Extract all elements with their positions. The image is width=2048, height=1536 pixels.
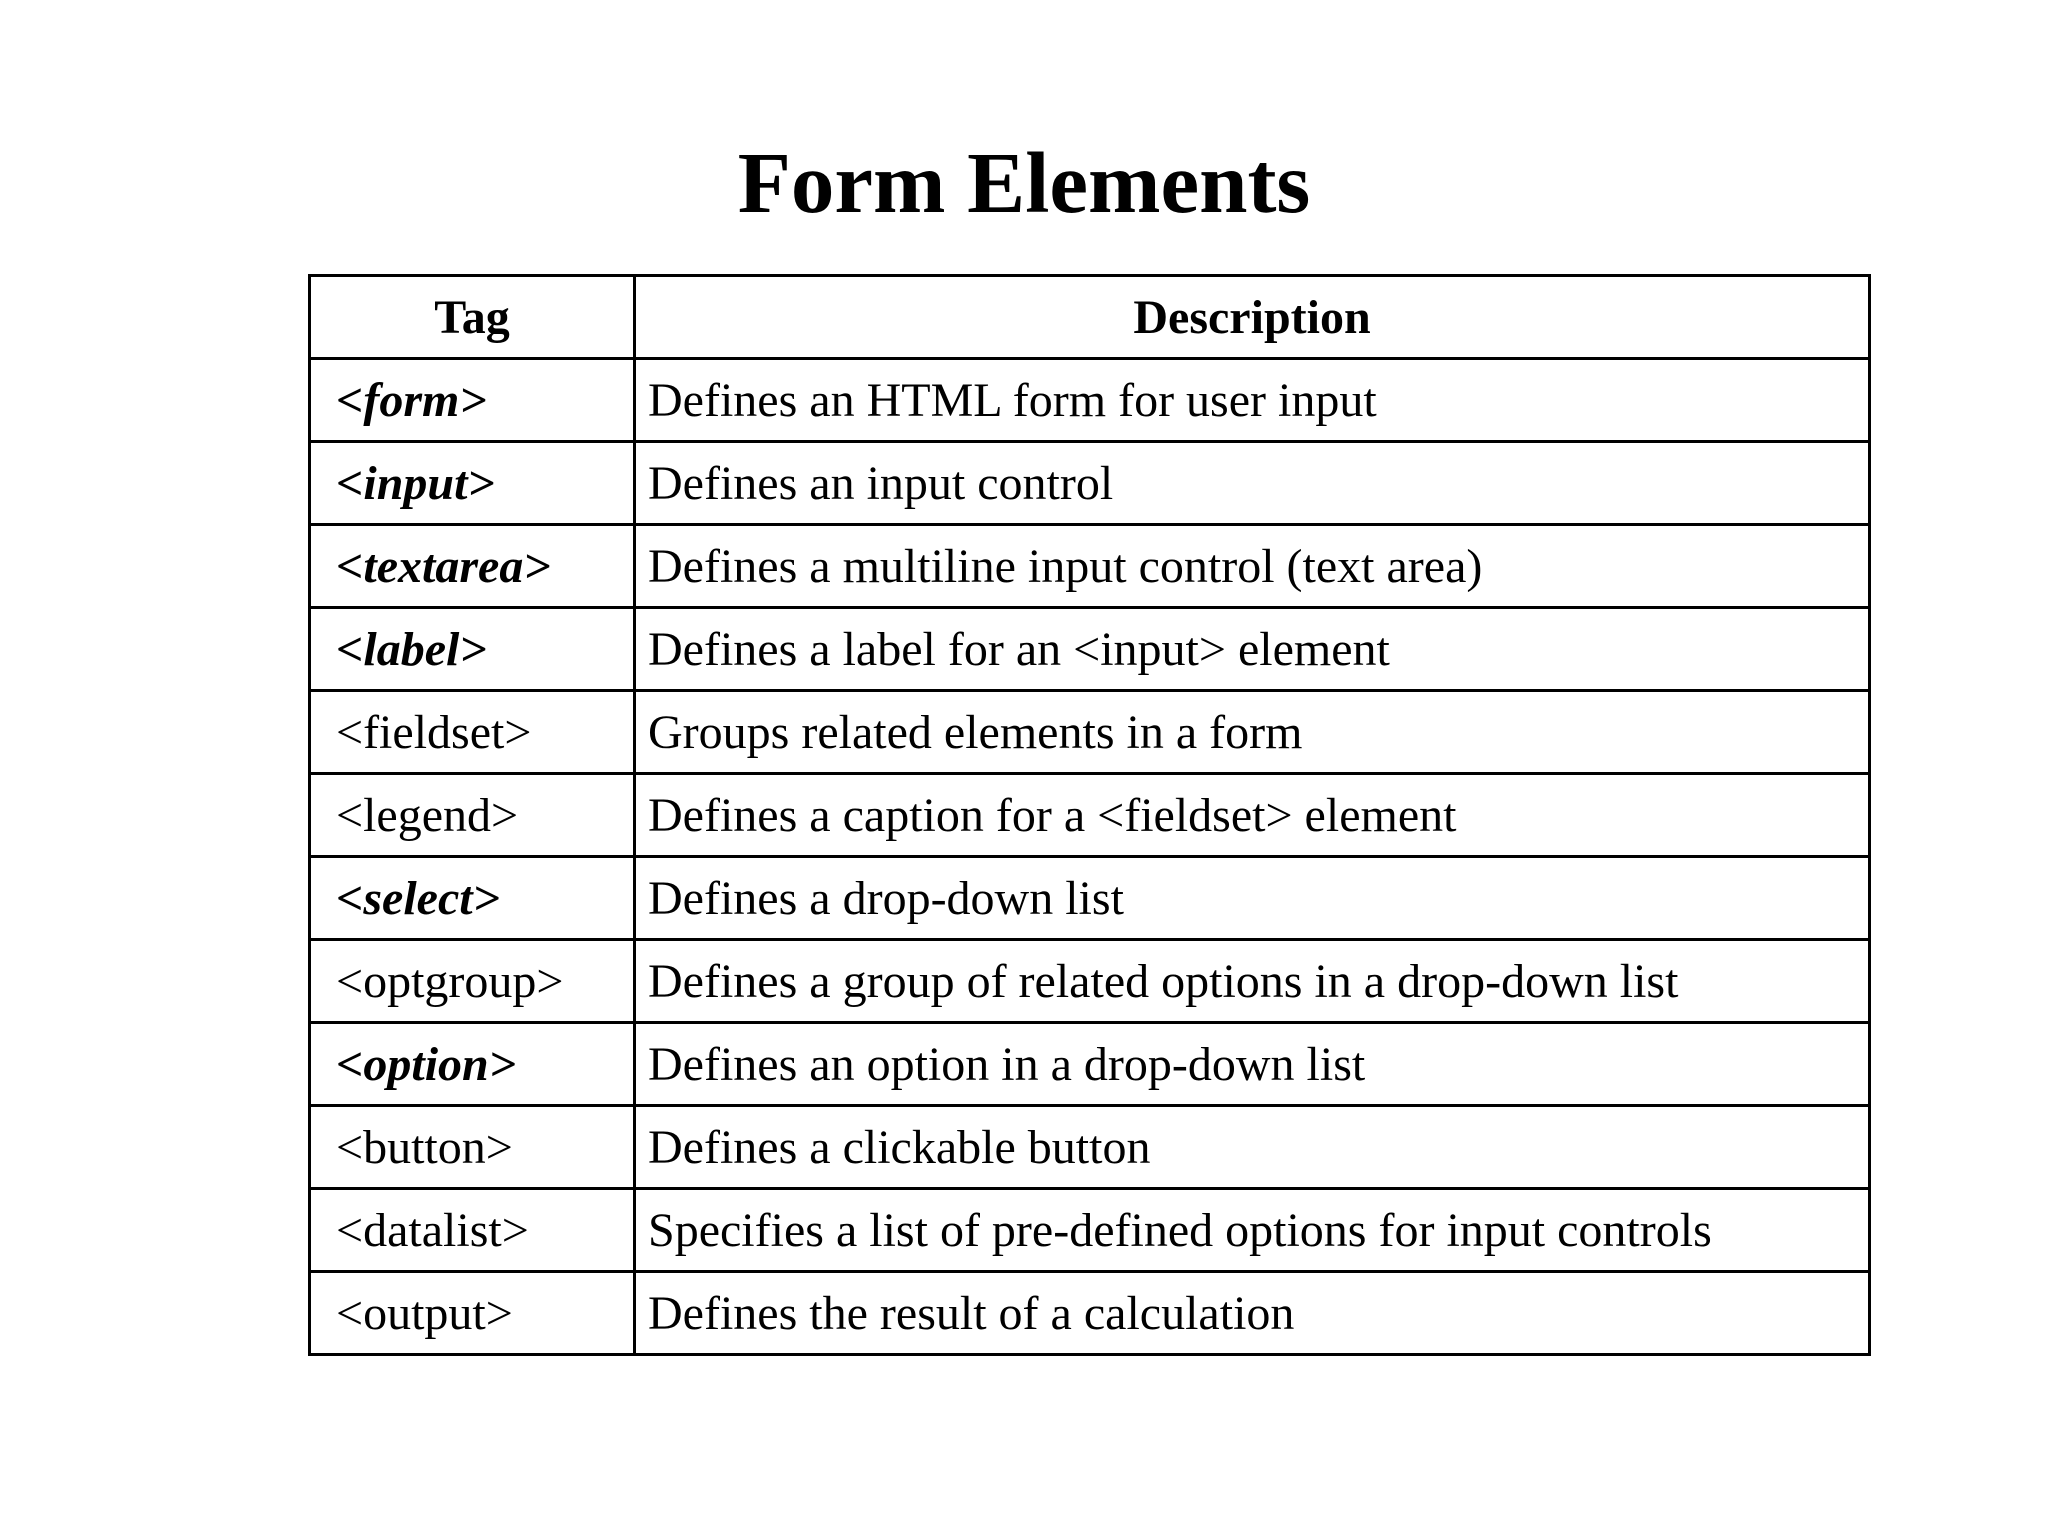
description-cell: Defines a multiline input control (text area) — [635, 525, 1870, 608]
tag-cell: <output> — [310, 1272, 635, 1355]
table-row — [310, 774, 1870, 857]
description-cell: Defines a caption for a <fieldset> element — [635, 774, 1870, 857]
form-elements-table — [308, 274, 1871, 1356]
tag-cell: <button> — [310, 1106, 635, 1189]
table-row — [310, 691, 1870, 774]
table-row — [310, 1023, 1870, 1106]
table-row — [310, 1272, 1870, 1355]
header-tag: Tag — [310, 276, 635, 359]
table-row — [310, 940, 1870, 1023]
table-row — [310, 525, 1870, 608]
description-cell: Defines a drop-down list — [635, 857, 1870, 940]
tag-cell: <fieldset> — [310, 691, 635, 774]
table-row — [310, 442, 1870, 525]
description-cell: Defines an input control — [635, 442, 1870, 525]
table-row — [310, 857, 1870, 940]
tag-cell: <input> — [310, 442, 635, 525]
table-row — [310, 1189, 1870, 1272]
table-row — [310, 608, 1870, 691]
table-header-row — [310, 276, 1870, 359]
description-cell: Groups related elements in a form — [635, 691, 1870, 774]
table-body — [310, 359, 1870, 1355]
tag-cell: <textarea> — [310, 525, 635, 608]
description-cell: Defines an option in a drop-down list — [635, 1023, 1870, 1106]
description-cell: Defines the result of a calculation — [635, 1272, 1870, 1355]
tag-cell: <option> — [310, 1023, 635, 1106]
header-description: Description — [635, 276, 1870, 359]
tag-cell: <legend> — [310, 774, 635, 857]
tag-cell: <form> — [310, 359, 635, 442]
tag-cell: <select> — [310, 857, 635, 940]
tag-cell: <datalist> — [310, 1189, 635, 1272]
description-cell: Defines an HTML form for user input — [635, 359, 1870, 442]
description-cell: Defines a group of related options in a drop-down list — [635, 940, 1870, 1023]
table-row — [310, 1106, 1870, 1189]
table-row — [310, 359, 1870, 442]
tag-cell: <optgroup> — [310, 940, 635, 1023]
tag-cell: <label> — [310, 608, 635, 691]
description-cell: Defines a clickable button — [635, 1106, 1870, 1189]
description-cell: Defines a label for an <input> element — [635, 608, 1870, 691]
page-title: Form Elements — [737, 134, 1311, 231]
description-cell: Specifies a list of pre-defined options for input controls — [635, 1189, 1870, 1272]
